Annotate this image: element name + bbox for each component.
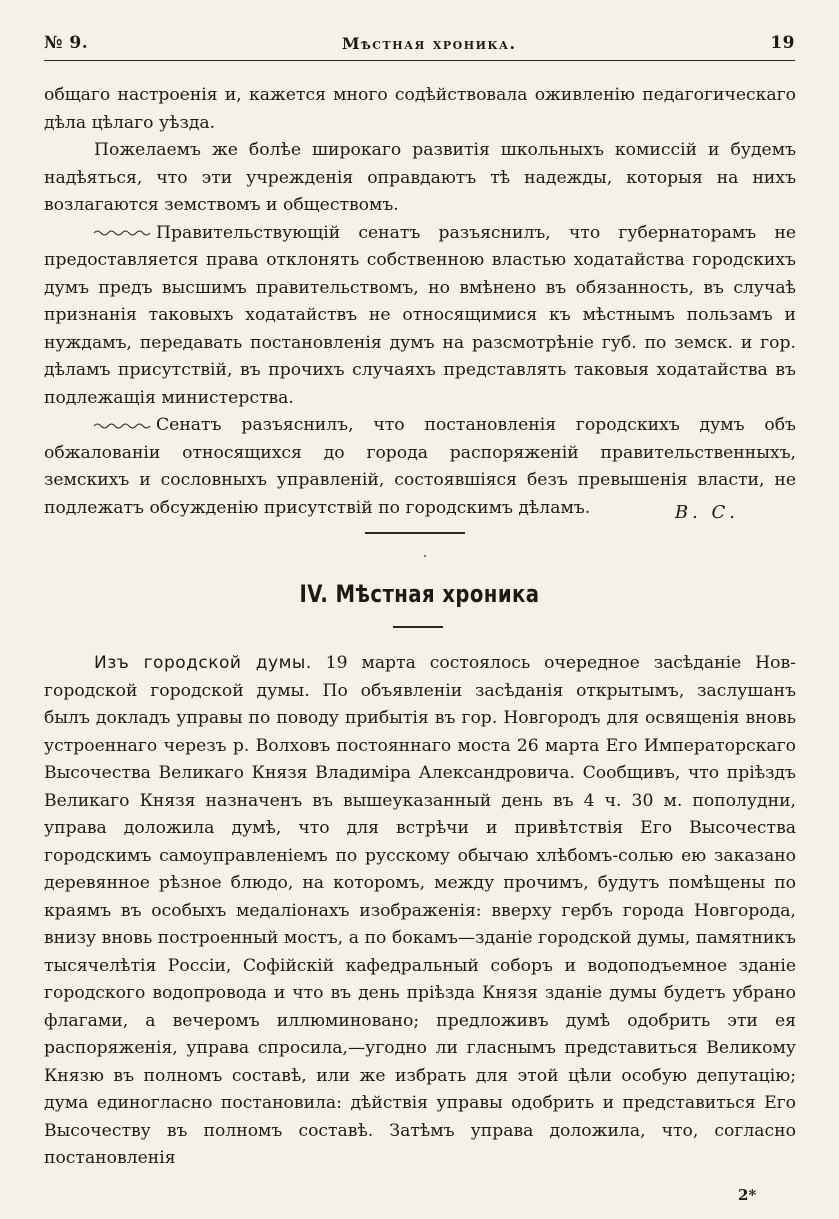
run-in-heading: Изъ городской думы. <box>94 653 312 673</box>
paragraph-4-text: Сенатъ разъяснилъ, что постановленія городскихъ думъ объ обжалованіи относящихся до города распоряженій правительственныхъ, земскихъ и сословныхъ управленій, состоявшіяся безъ превышенія власти, не подлежатъ обсужденію присутствій по городскимъ дѣламъ. <box>44 415 796 518</box>
top-section-text <box>44 82 796 522</box>
running-head <box>44 28 795 58</box>
issue-number: № 9. <box>44 33 89 53</box>
paragraph-3-text: Правительствующій сенатъ разъяснилъ, что губернаторамъ не предоставляется права отклонять собственною властью ходатайства городскихъ думъ предъ высшимъ правительствомъ, но вмѣнено въ обязанность, въ случаѣ признанія таковыхъ ходатайствъ не относящимися къ мѣстнымъ пользамъ и нуждамъ, передавать постановленія думъ на разсмотрѣніе губ. по земск. и гор. дѣламъ присутствій, въ прочихъ случаяхъ представлять таковыя ходатайства въ подлежащія министерства. <box>44 222 796 408</box>
section-title-rule <box>393 626 443 628</box>
paragraph-1: общаго настроенія и, кажется много содѣйствовала оживленію педагогическаго дѣла цѣлаго уѣзда. <box>44 85 796 133</box>
wavy-dash-icon <box>94 229 150 237</box>
print-speck <box>424 555 426 557</box>
header-rule <box>44 60 795 61</box>
page-number: 19 <box>770 33 795 53</box>
section-separator <box>365 532 465 534</box>
running-head-title: Мѣстная хроника. <box>341 33 517 53</box>
chronicle-paragraph <box>44 650 796 1173</box>
chronicle-text: 19 марта состоялось очередное засѣданіе Новгородской городской думы. По объявленіи засѣданія открытымъ, заслушанъ былъ докладъ управы по поводу прибытія въ гор. Новгородъ для освященія вновь устроеннаго черезъ р. Волховъ постояннаго моста 26 марта Его Императорскаго Высочества Великаго Князя Владиміра Александровича. Сообщивъ, что пріѣздъ Великаго Князя назначенъ въ вышеуказанный день въ 4 ч. 30 м. пополудни, управа доложила думѣ, что для встрѣчи и привѣтствія Его Высочества городскимъ самоуправленіемъ по русскому обычаю хлѣбомъ-солью ею заказано деревянное рѣзное блюдо, на которомъ, между прочимъ, будутъ помѣщены по краямъ въ особыхъ медаліонахъ изображенія: вверху гербъ города Новгорода, внизу вновь построенный мостъ, а по бокамъ—зданіе городской думы, памятникъ тысячелѣтія Россіи, Софійскій кафедральный соборъ и водоподъемное зданіе городского водопровода и что въ день пріѣзда Князя зданіе думы будетъ убрано флагами, а вечеромъ иллюминовано; предложивъ думѣ одобрить эти ея распоряженія, управа спросила,—угодно ли гласнымъ представиться Великому Князю въ полномъ составѣ, или же избрать для этой цѣли особую депутацію; дума единогласно постановила: дѣйствія управы одобрить и представиться Его Высочеству въ полномъ составѣ. Затѣмъ управа доложила, что, согласно постановленія <box>44 653 796 1168</box>
signature-mark: 2* <box>738 1186 757 1204</box>
section-title: IV. Мѣстная хроника <box>299 580 540 608</box>
paragraph-2: Пожелаемъ же болѣе широкаго развитія школьныхъ комиссій и будемъ надѣяться, что эти учрежденія оправдаютъ тѣ надежды, которыя на нихъ возлагаются земствомъ и обществомъ. <box>44 140 796 215</box>
paragraph-3 <box>44 220 796 413</box>
author-signature: В. С. <box>674 502 739 523</box>
section-body <box>44 650 796 1173</box>
wavy-dash-icon <box>94 422 150 430</box>
